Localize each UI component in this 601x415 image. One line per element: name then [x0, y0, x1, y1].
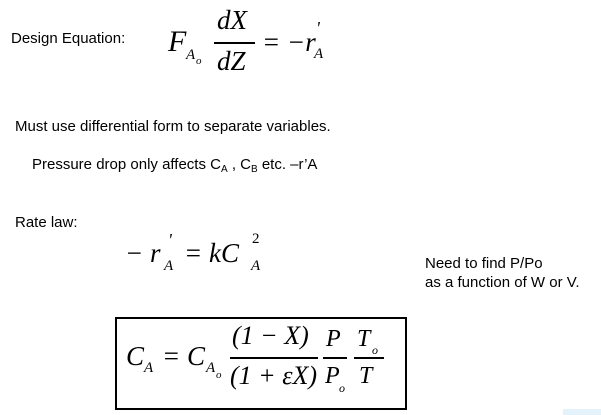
- conc-den-pressure: P: [325, 363, 340, 389]
- pressure-post: etc. –r’A: [257, 156, 318, 173]
- design-rhs-prime: ': [316, 18, 320, 38]
- conc-num-conversion: (1 − X): [232, 321, 309, 350]
- conc-eq: = C: [162, 341, 205, 371]
- differential-form-note: Must use differential form to separate variables.: [15, 118, 331, 135]
- rate-law-label: Rate law:: [15, 214, 78, 231]
- need-find-line1: Need to find P/Po: [425, 255, 543, 272]
- design-f-sub-o: o: [196, 55, 202, 67]
- pressure-drop-note: [32, 156, 317, 175]
- design-rhs: = −r: [262, 27, 316, 57]
- pressure-pre: Pressure drop only affects C: [32, 156, 221, 173]
- conc-den-temperature: T: [359, 363, 373, 389]
- design-rhs-sub: A: [314, 46, 324, 62]
- design-numerator: dX: [217, 5, 247, 35]
- conc-fraction-bar-1: [230, 357, 318, 359]
- need-find-line2: as a function of W or V.: [425, 274, 580, 291]
- pressure-mid: , C: [227, 156, 251, 173]
- conc-num-temperature: T: [357, 326, 371, 352]
- conc-c0-sub-o: o: [216, 369, 222, 381]
- rate-lhs-sub: A: [164, 258, 174, 274]
- rate-rhs: = kC: [184, 238, 239, 268]
- design-fraction-bar: [214, 42, 255, 44]
- design-denominator: dZ: [217, 46, 246, 76]
- conc-num-temperature-sub: o: [372, 343, 378, 357]
- design-f-sub-a: A: [186, 47, 196, 63]
- conc-fraction-bar-3: [354, 357, 384, 359]
- pressure-sub-b: B: [251, 164, 258, 175]
- rate-rhs-sup: 2: [252, 231, 260, 247]
- conc-num-pressure: P: [326, 326, 341, 352]
- corner-highlight: [563, 409, 601, 415]
- conc-c0-sub-a: A: [206, 360, 216, 376]
- conc-c: C: [126, 341, 145, 371]
- pressure-sub-a: A: [220, 164, 228, 175]
- design-f: F: [168, 25, 187, 58]
- conc-den-pressure-sub: o: [339, 381, 345, 395]
- conc-c-sub: A: [144, 360, 154, 376]
- conc-fraction-bar-2: [323, 357, 347, 359]
- design-equation-label: Design Equation:: [11, 30, 126, 47]
- rate-lhs-prime: ': [168, 230, 172, 250]
- rate-lhs: − r: [125, 238, 161, 268]
- rate-rhs-sub: A: [251, 258, 261, 274]
- conc-den-conversion: (1 + εX): [230, 361, 317, 390]
